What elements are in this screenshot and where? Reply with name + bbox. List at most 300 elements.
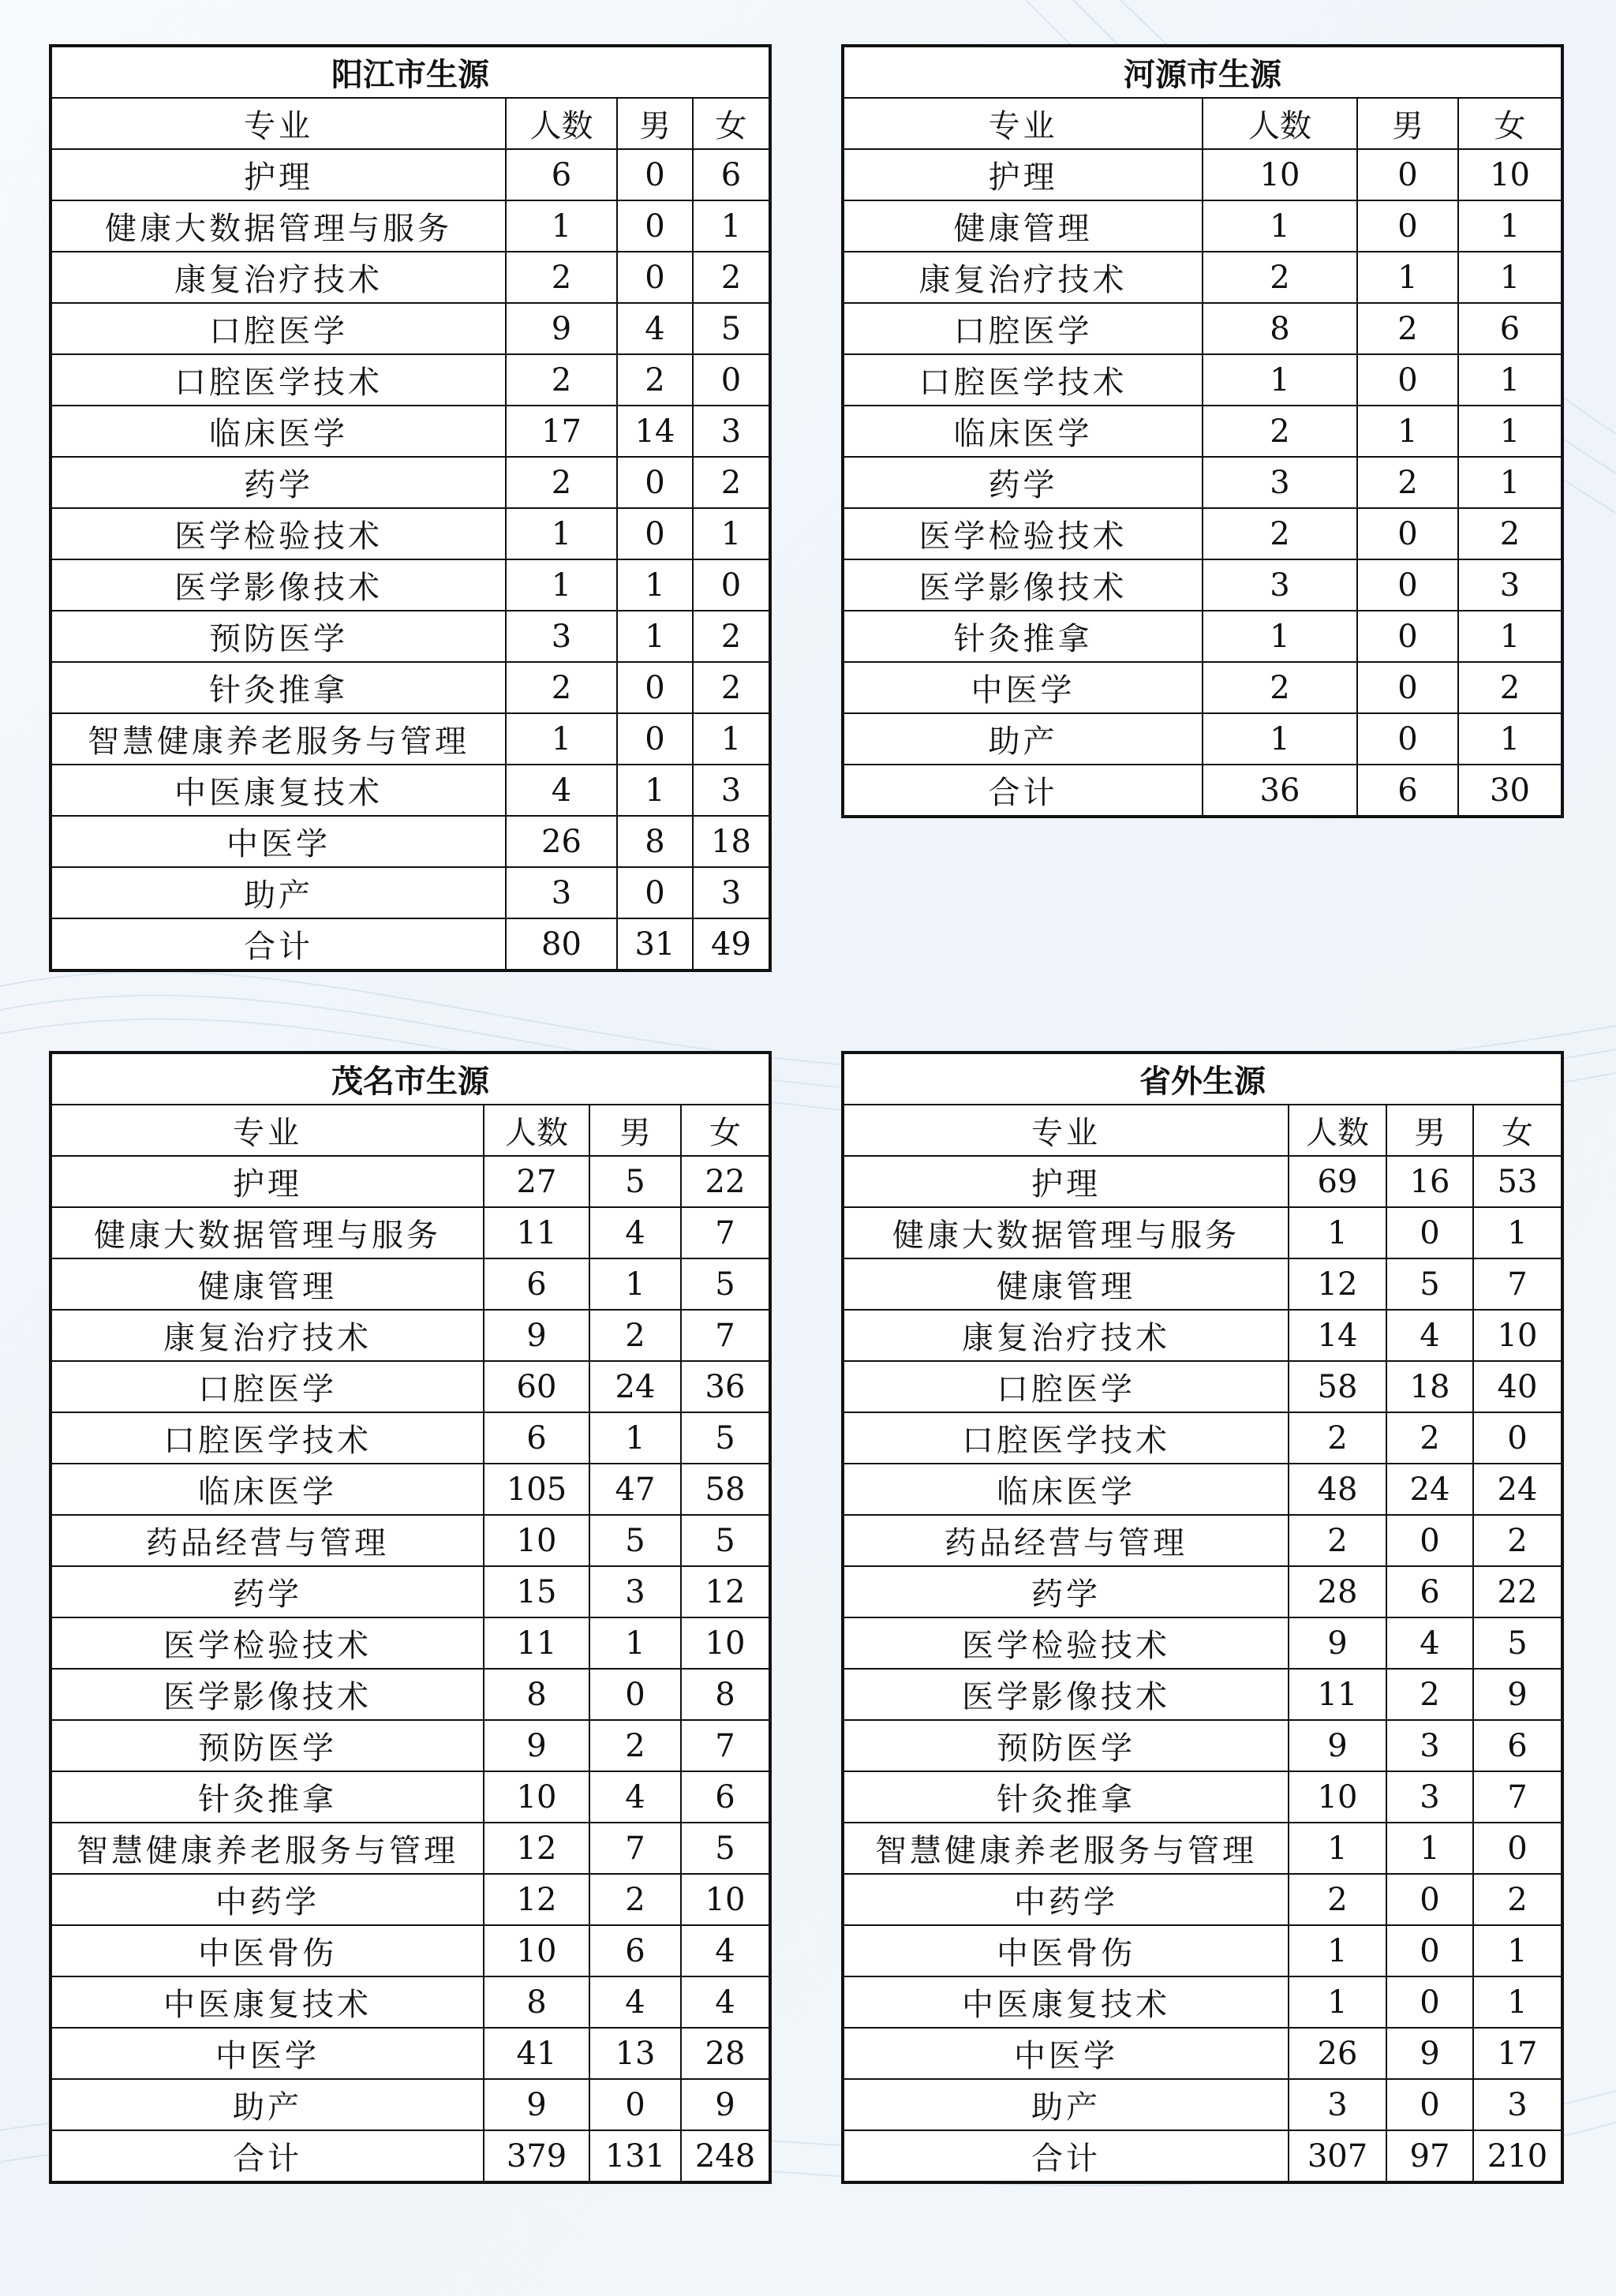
male-cell: 4: [589, 1771, 681, 1823]
header-female: 女: [1473, 1105, 1562, 1156]
count-cell: 10: [484, 1925, 589, 1976]
count-cell: 2: [1203, 508, 1357, 559]
female-cell: 8: [681, 1669, 770, 1720]
table-row: [50, 662, 770, 713]
male-cell: 4: [617, 303, 693, 354]
female-cell: 28: [681, 2028, 770, 2079]
table-row: [50, 149, 770, 200]
count-cell: 3: [506, 611, 617, 662]
count-cell: 69: [1289, 1156, 1386, 1207]
table-yangjiang: [49, 44, 772, 972]
major-cell: 健康管理: [50, 1258, 484, 1310]
table-title: 茂名市生源: [50, 1053, 770, 1105]
count-cell: 2: [1203, 252, 1357, 303]
count-cell: 1: [506, 713, 617, 765]
female-cell: 7: [1473, 1771, 1562, 1823]
male-cell: 2: [589, 1874, 681, 1925]
count-cell: 3: [1203, 457, 1357, 508]
major-cell: 药学: [843, 1566, 1289, 1617]
major-cell: 中医康复技术: [50, 765, 506, 816]
major-cell: 药学: [50, 457, 506, 508]
major-cell: 口腔医学技术: [50, 354, 506, 406]
count-cell: 11: [1289, 1669, 1386, 1720]
male-cell: 24: [589, 1361, 681, 1412]
count-cell: 80: [506, 918, 617, 970]
count-cell: 17: [506, 406, 617, 457]
table-row: [843, 1976, 1562, 2028]
male-cell: 2: [1357, 303, 1458, 354]
count-cell: 1: [1289, 1976, 1386, 2028]
major-cell: 健康管理: [843, 200, 1203, 252]
major-cell: 口腔医学: [50, 1361, 484, 1412]
male-cell: 0: [1357, 559, 1458, 611]
female-cell: 12: [681, 1566, 770, 1617]
table-row: [50, 2028, 770, 2079]
female-cell: 10: [1473, 1310, 1562, 1361]
major-cell: 临床医学: [843, 406, 1203, 457]
female-cell: 49: [693, 918, 770, 970]
female-cell: 6: [1473, 1720, 1562, 1771]
major-cell: 中药学: [50, 1874, 484, 1925]
female-cell: 17: [1473, 2028, 1562, 2079]
female-cell: 24: [1473, 1464, 1562, 1515]
count-cell: 10: [1289, 1771, 1386, 1823]
table-row: [50, 1207, 770, 1258]
table-row: [843, 713, 1562, 765]
male-cell: 16: [1386, 1156, 1473, 1207]
count-cell: 2: [506, 354, 617, 406]
major-cell: 医学检验技术: [843, 1617, 1289, 1669]
male-cell: 0: [617, 867, 693, 918]
table-row: [843, 149, 1562, 200]
female-cell: 36: [681, 1361, 770, 1412]
major-cell: 临床医学: [843, 1464, 1289, 1515]
table-row: [50, 252, 770, 303]
female-cell: 0: [1473, 1412, 1562, 1464]
table-row: [843, 2130, 1562, 2182]
table-row: [50, 1874, 770, 1925]
header-major: 专业: [843, 1105, 1289, 1156]
major-cell: 智慧健康养老服务与管理: [50, 713, 506, 765]
female-cell: 1: [1458, 406, 1562, 457]
table-row: [843, 1310, 1562, 1361]
count-cell: 2: [506, 662, 617, 713]
major-cell: 针灸推拿: [50, 662, 506, 713]
major-cell: 医学检验技术: [50, 1617, 484, 1669]
count-cell: 2: [1289, 1515, 1386, 1566]
major-cell: 中医骨伤: [50, 1925, 484, 1976]
male-cell: 3: [1386, 1720, 1473, 1771]
female-cell: 3: [693, 867, 770, 918]
male-cell: 0: [1386, 1976, 1473, 2028]
header-female: 女: [693, 98, 770, 149]
female-cell: 2: [1458, 508, 1562, 559]
count-cell: 8: [484, 1669, 589, 1720]
count-cell: 6: [484, 1258, 589, 1310]
count-cell: 6: [484, 1412, 589, 1464]
major-cell: 预防医学: [843, 1720, 1289, 1771]
table-row: [843, 2079, 1562, 2130]
table-row: [50, 2130, 770, 2182]
count-cell: 12: [1289, 1258, 1386, 1310]
major-cell: 合计: [843, 765, 1203, 817]
female-cell: 2: [693, 457, 770, 508]
major-cell: 医学影像技术: [50, 1669, 484, 1720]
male-cell: 24: [1386, 1464, 1473, 1515]
table-row: [843, 406, 1562, 457]
header-female: 女: [681, 1105, 770, 1156]
male-cell: 0: [1386, 2079, 1473, 2130]
count-cell: 1: [506, 508, 617, 559]
table-row: [843, 200, 1562, 252]
major-cell: 中医康复技术: [843, 1976, 1289, 2028]
female-cell: 22: [681, 1156, 770, 1207]
male-cell: 2: [589, 1310, 681, 1361]
female-cell: 5: [681, 1258, 770, 1310]
female-cell: 2: [693, 252, 770, 303]
header-count: 人数: [484, 1105, 589, 1156]
count-cell: 2: [506, 457, 617, 508]
count-cell: 1: [506, 559, 617, 611]
major-cell: 护理: [50, 149, 506, 200]
table-maoming: [49, 1051, 772, 2184]
count-cell: 307: [1289, 2130, 1386, 2182]
major-cell: 康复治疗技术: [843, 1310, 1289, 1361]
table-title: 阳江市生源: [50, 46, 770, 98]
table-title: 省外生源: [843, 1053, 1562, 1105]
male-cell: 31: [617, 918, 693, 970]
major-cell: 针灸推拿: [50, 1771, 484, 1823]
female-cell: 6: [693, 149, 770, 200]
major-cell: 针灸推拿: [843, 1771, 1289, 1823]
count-cell: 10: [484, 1771, 589, 1823]
female-cell: 1: [1458, 457, 1562, 508]
female-cell: 6: [681, 1771, 770, 1823]
table-row: [50, 200, 770, 252]
major-cell: 健康大数据管理与服务: [50, 200, 506, 252]
table-row: [843, 1669, 1562, 1720]
count-cell: 1: [1203, 611, 1357, 662]
count-cell: 3: [506, 867, 617, 918]
male-cell: 0: [617, 252, 693, 303]
major-cell: 康复治疗技术: [50, 252, 506, 303]
female-cell: 2: [693, 611, 770, 662]
table-row: [843, 662, 1562, 713]
female-cell: 5: [681, 1412, 770, 1464]
table-row: [50, 611, 770, 662]
header-male: 男: [1386, 1105, 1473, 1156]
male-cell: 0: [617, 662, 693, 713]
count-cell: 11: [484, 1617, 589, 1669]
male-cell: 0: [1357, 611, 1458, 662]
female-cell: 10: [1458, 149, 1562, 200]
major-cell: 中医学: [50, 2028, 484, 2079]
table-row: [843, 1823, 1562, 1874]
major-cell: 中医学: [843, 662, 1203, 713]
count-cell: 10: [1203, 149, 1357, 200]
header-male: 男: [617, 98, 693, 149]
major-cell: 药品经营与管理: [50, 1515, 484, 1566]
table-heyuan: [841, 44, 1564, 818]
female-cell: 5: [693, 303, 770, 354]
male-cell: 0: [1357, 508, 1458, 559]
female-cell: 6: [1458, 303, 1562, 354]
male-cell: 9: [1386, 2028, 1473, 2079]
female-cell: 4: [681, 1925, 770, 1976]
major-cell: 合计: [843, 2130, 1289, 2182]
table-row: [843, 559, 1562, 611]
male-cell: 1: [1357, 252, 1458, 303]
male-cell: 2: [1386, 1669, 1473, 1720]
male-cell: 0: [617, 149, 693, 200]
table-row: [50, 303, 770, 354]
count-cell: 8: [484, 1976, 589, 2028]
female-cell: 30: [1458, 765, 1562, 817]
major-cell: 口腔医学技术: [843, 1412, 1289, 1464]
table-row: [843, 1617, 1562, 1669]
table-row: [843, 1412, 1562, 1464]
male-cell: 1: [589, 1617, 681, 1669]
male-cell: 0: [589, 1669, 681, 1720]
male-cell: 1: [617, 611, 693, 662]
header-count: 人数: [506, 98, 617, 149]
female-cell: 3: [693, 765, 770, 816]
major-cell: 助产: [843, 2079, 1289, 2130]
count-cell: 9: [484, 1720, 589, 1771]
count-cell: 14: [1289, 1310, 1386, 1361]
table-row: [50, 1361, 770, 1412]
count-cell: 1: [506, 200, 617, 252]
table-row: [843, 508, 1562, 559]
major-cell: 口腔医学: [843, 1361, 1289, 1412]
major-cell: 医学影像技术: [843, 559, 1203, 611]
major-cell: 口腔医学技术: [843, 354, 1203, 406]
table-row: [50, 765, 770, 816]
table-row: [843, 457, 1562, 508]
major-cell: 智慧健康养老服务与管理: [50, 1823, 484, 1874]
major-cell: 预防医学: [50, 611, 506, 662]
major-cell: 护理: [843, 149, 1203, 200]
header-male: 男: [589, 1105, 681, 1156]
male-cell: 8: [617, 816, 693, 867]
male-cell: 0: [1386, 1925, 1473, 1976]
count-cell: 8: [1203, 303, 1357, 354]
table-row: [50, 1258, 770, 1310]
major-cell: 中药学: [843, 1874, 1289, 1925]
female-cell: 1: [1458, 611, 1562, 662]
count-cell: 1: [1203, 200, 1357, 252]
male-cell: 2: [589, 1720, 681, 1771]
count-cell: 12: [484, 1874, 589, 1925]
male-cell: 4: [589, 1207, 681, 1258]
male-cell: 6: [1357, 765, 1458, 817]
major-cell: 药学: [50, 1566, 484, 1617]
table-row: [843, 252, 1562, 303]
count-cell: 3: [1289, 2079, 1386, 2130]
major-cell: 医学检验技术: [50, 508, 506, 559]
major-cell: 护理: [50, 1156, 484, 1207]
table-row: [50, 354, 770, 406]
male-cell: 1: [589, 1258, 681, 1310]
header-count: 人数: [1289, 1105, 1386, 1156]
male-cell: 0: [589, 2079, 681, 2130]
female-cell: 3: [693, 406, 770, 457]
female-cell: 2: [693, 662, 770, 713]
male-cell: 0: [1357, 662, 1458, 713]
table-row: [843, 1258, 1562, 1310]
male-cell: 6: [1386, 1566, 1473, 1617]
table-row: [50, 1925, 770, 1976]
major-cell: 口腔医学: [50, 303, 506, 354]
table-row: [50, 713, 770, 765]
count-cell: 9: [1289, 1720, 1386, 1771]
male-cell: 13: [589, 2028, 681, 2079]
count-cell: 10: [484, 1515, 589, 1566]
male-cell: 0: [1357, 149, 1458, 200]
male-cell: 0: [1386, 1515, 1473, 1566]
count-cell: 379: [484, 2130, 589, 2182]
male-cell: 0: [1386, 1207, 1473, 1258]
female-cell: 9: [1473, 1669, 1562, 1720]
table-row: [50, 1566, 770, 1617]
male-cell: 2: [617, 354, 693, 406]
table-row: [50, 816, 770, 867]
table-row: [843, 1156, 1562, 1207]
table-title: 河源市生源: [843, 46, 1562, 98]
count-cell: 27: [484, 1156, 589, 1207]
female-cell: 4: [681, 1976, 770, 2028]
table-row: [50, 1515, 770, 1566]
table-row: [50, 1412, 770, 1464]
count-cell: 4: [506, 765, 617, 816]
table-row: [843, 611, 1562, 662]
header-major: 专业: [50, 98, 506, 149]
female-cell: 7: [681, 1720, 770, 1771]
female-cell: 248: [681, 2130, 770, 2182]
female-cell: 1: [1458, 354, 1562, 406]
female-cell: 53: [1473, 1156, 1562, 1207]
table-row: [50, 406, 770, 457]
table-row: [843, 2028, 1562, 2079]
major-cell: 医学影像技术: [50, 559, 506, 611]
count-cell: 1: [1289, 1823, 1386, 1874]
count-cell: 9: [506, 303, 617, 354]
female-cell: 10: [681, 1617, 770, 1669]
count-cell: 26: [1289, 2028, 1386, 2079]
major-cell: 健康大数据管理与服务: [50, 1207, 484, 1258]
major-cell: 中医学: [843, 2028, 1289, 2079]
count-cell: 60: [484, 1361, 589, 1412]
male-cell: 0: [1386, 1874, 1473, 1925]
female-cell: 0: [693, 354, 770, 406]
header-male: 男: [1357, 98, 1458, 149]
female-cell: 5: [1473, 1617, 1562, 1669]
major-cell: 康复治疗技术: [843, 252, 1203, 303]
female-cell: 7: [681, 1207, 770, 1258]
count-cell: 2: [1203, 406, 1357, 457]
major-cell: 智慧健康养老服务与管理: [843, 1823, 1289, 1874]
male-cell: 1: [617, 559, 693, 611]
major-cell: 医学检验技术: [843, 508, 1203, 559]
count-cell: 11: [484, 1207, 589, 1258]
female-cell: 40: [1473, 1361, 1562, 1412]
count-cell: 9: [484, 1310, 589, 1361]
count-cell: 1: [1203, 713, 1357, 765]
table-row: [50, 867, 770, 918]
female-cell: 3: [1473, 2079, 1562, 2130]
count-cell: 9: [484, 2079, 589, 2130]
table-row: [50, 457, 770, 508]
major-cell: 护理: [843, 1156, 1289, 1207]
male-cell: 3: [1386, 1771, 1473, 1823]
header-major: 专业: [843, 98, 1203, 149]
major-cell: 医学影像技术: [843, 1669, 1289, 1720]
female-cell: 0: [1473, 1823, 1562, 1874]
female-cell: 1: [1473, 1976, 1562, 2028]
female-cell: 22: [1473, 1566, 1562, 1617]
major-cell: 健康管理: [843, 1258, 1289, 1310]
count-cell: 58: [1289, 1361, 1386, 1412]
table-row: [50, 559, 770, 611]
male-cell: 1: [589, 1412, 681, 1464]
major-cell: 口腔医学技术: [50, 1412, 484, 1464]
table-row: [50, 1823, 770, 1874]
male-cell: 1: [1386, 1823, 1473, 1874]
major-cell: 健康大数据管理与服务: [843, 1207, 1289, 1258]
female-cell: 7: [681, 1310, 770, 1361]
table-row: [843, 1207, 1562, 1258]
table-row: [50, 1976, 770, 2028]
table-row: [843, 1720, 1562, 1771]
table-row: [843, 1771, 1562, 1823]
table-row: [50, 1771, 770, 1823]
count-cell: 6: [506, 149, 617, 200]
male-cell: 5: [1386, 1258, 1473, 1310]
male-cell: 4: [1386, 1617, 1473, 1669]
table-row: [50, 1464, 770, 1515]
major-cell: 中医康复技术: [50, 1976, 484, 2028]
male-cell: 5: [589, 1156, 681, 1207]
count-cell: 1: [1203, 354, 1357, 406]
female-cell: 1: [1458, 200, 1562, 252]
major-cell: 针灸推拿: [843, 611, 1203, 662]
major-cell: 预防医学: [50, 1720, 484, 1771]
male-cell: 5: [589, 1515, 681, 1566]
count-cell: 3: [1203, 559, 1357, 611]
table-row: [843, 1464, 1562, 1515]
major-cell: 药学: [843, 457, 1203, 508]
header-count: 人数: [1203, 98, 1357, 149]
female-cell: 2: [1473, 1874, 1562, 1925]
male-cell: 18: [1386, 1361, 1473, 1412]
major-cell: 临床医学: [50, 406, 506, 457]
major-cell: 康复治疗技术: [50, 1310, 484, 1361]
count-cell: 2: [1289, 1412, 1386, 1464]
female-cell: 2: [1458, 662, 1562, 713]
table-row: [843, 1515, 1562, 1566]
female-cell: 5: [681, 1823, 770, 1874]
table-row: [50, 1310, 770, 1361]
major-cell: 临床医学: [50, 1464, 484, 1515]
table-row: [50, 918, 770, 970]
major-cell: 助产: [50, 867, 506, 918]
count-cell: 15: [484, 1566, 589, 1617]
male-cell: 0: [617, 200, 693, 252]
count-cell: 2: [1289, 1874, 1386, 1925]
major-cell: 口腔医学: [843, 303, 1203, 354]
major-cell: 中医学: [50, 816, 506, 867]
table-row: [50, 508, 770, 559]
